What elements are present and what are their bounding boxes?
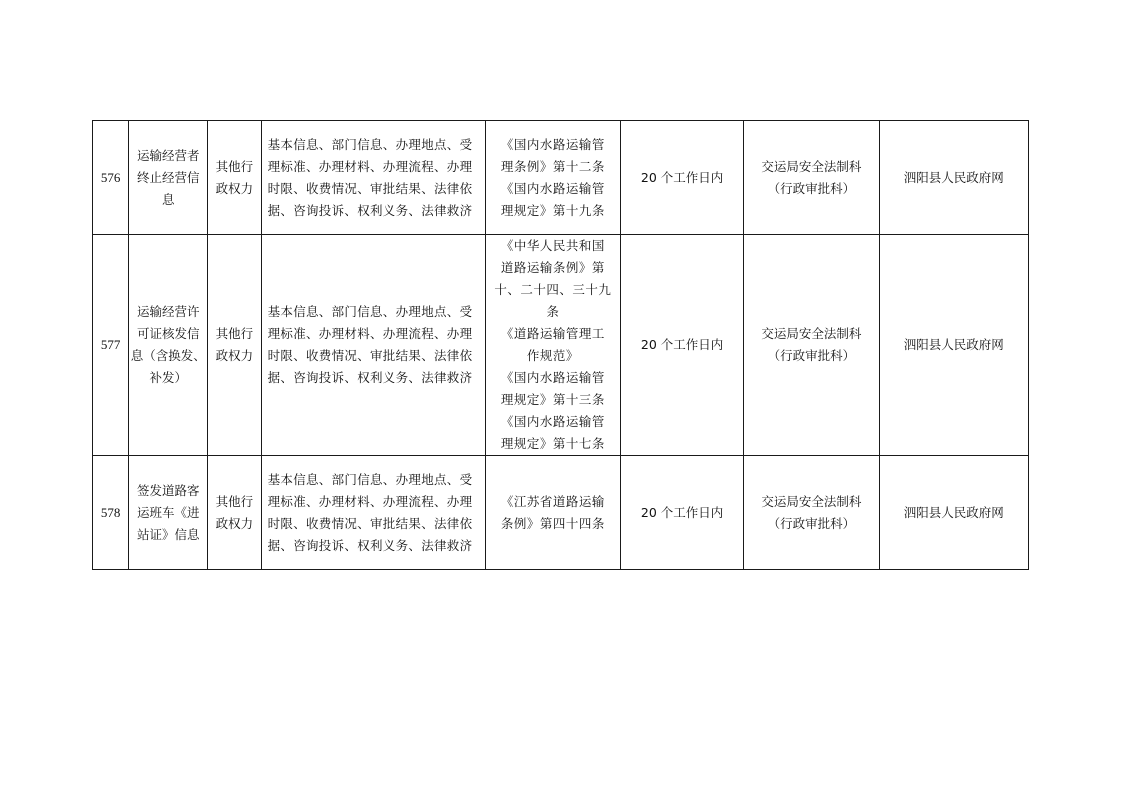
item-name-cell <box>129 456 208 570</box>
cell-line: 基本信息、部门信息、办理地点、受 <box>267 471 473 487</box>
cell-line: 据、咨询投诉、权利义务、法律救济 <box>267 202 473 218</box>
time-limit-cell <box>621 456 744 570</box>
cell-text <box>621 334 743 356</box>
legal-basis-cell <box>485 235 620 456</box>
cell-line: 签发道路客 <box>136 482 200 498</box>
cell-text <box>486 491 620 535</box>
cell-text <box>129 145 207 211</box>
cell-line: 补发） <box>149 370 187 385</box>
cell-line: 时限、收费情况、审批结果、法律依 <box>267 180 473 196</box>
cell-line: 条例》第四十四条 <box>500 515 605 531</box>
cell-text <box>621 167 743 189</box>
cell-line: 时限、收费情况、审批结果、法律依 <box>267 515 473 531</box>
cell-text <box>744 323 878 367</box>
cell-line: 《国内水路运输管 <box>500 136 605 152</box>
disclosure-content-cell <box>261 121 485 235</box>
cell-text <box>208 156 261 200</box>
cell-text <box>880 502 1029 524</box>
table-body <box>93 121 1029 570</box>
time-limit-cell <box>621 121 744 235</box>
table-row <box>93 456 1029 570</box>
cell-line: 道路运输条例》第 <box>500 260 605 275</box>
cell-line: 交运局安全法制科 <box>761 493 862 509</box>
department-cell <box>744 456 879 570</box>
cell-text <box>129 301 207 389</box>
cell-text <box>262 469 485 557</box>
cell-line: （行政审批科） <box>767 515 856 531</box>
cell-line: 作规范》 <box>526 348 579 363</box>
item-number: 577 <box>100 337 121 352</box>
cell-line: 《江苏省道路运输 <box>500 493 605 509</box>
table-row <box>93 121 1029 235</box>
department-cell <box>744 235 879 456</box>
cell-line: 其他行 <box>215 326 254 341</box>
cell-line: 政权力 <box>215 180 254 196</box>
cell-text <box>262 301 485 389</box>
cell-line: 其他行 <box>215 493 254 509</box>
cell-line: 时限、收费情况、审批结果、法律依 <box>267 348 473 363</box>
cell-text <box>621 502 743 524</box>
cell-line: 20 个工作日内 <box>640 504 724 520</box>
cell-line: 理条例》第十二条 <box>500 158 605 174</box>
cell-line: 交运局安全法制科 <box>761 158 862 174</box>
cell-line: 基本信息、部门信息、办理地点、受 <box>267 304 473 319</box>
item-name-cell <box>129 235 208 456</box>
cell-line: 理标准、办理材料、办理流程、办理 <box>267 493 473 509</box>
item-number: 576 <box>100 169 121 185</box>
legal-basis-cell <box>485 456 620 570</box>
cell-line: 条 <box>546 304 560 319</box>
cell-line: 理规定》第十九条 <box>500 202 605 218</box>
cell-line: 终止经营信 <box>136 169 200 185</box>
cell-line: 十、二十四、三十九 <box>494 282 612 297</box>
channel-cell <box>879 456 1029 570</box>
cell-line: 20 个工作日内 <box>640 169 724 185</box>
disclosure-content-cell <box>261 235 485 456</box>
cell-line: 理标准、办理材料、办理流程、办理 <box>267 158 473 174</box>
cell-line: 《国内水路运输管 <box>500 180 605 196</box>
cell-line: 据、咨询投诉、权利义务、法律救济 <box>267 370 473 385</box>
cell-line: 运输经营许 <box>136 304 200 319</box>
cell-line: （行政审批科） <box>767 348 856 363</box>
cell-line: 《国内水路运输管 <box>500 370 605 385</box>
item-table <box>92 120 1029 570</box>
channel-cell <box>879 121 1029 235</box>
cell-line: 20 个工作日内 <box>640 337 724 352</box>
cell-line: 《道路运输管理工 <box>500 326 605 341</box>
disclosure-content-cell <box>261 456 485 570</box>
channel-cell <box>879 235 1029 456</box>
cell-line: 交运局安全法制科 <box>761 326 862 341</box>
cell-text <box>262 134 485 222</box>
cell-line: 息（含换发、 <box>130 348 206 363</box>
cell-line: 据、咨询投诉、权利义务、法律救济 <box>267 537 473 553</box>
cell-line: 政权力 <box>215 348 254 363</box>
cell-line: 运输经营者 <box>136 147 200 163</box>
cell-line: 理规定》第十七条 <box>500 436 605 451</box>
cell-text <box>880 334 1029 356</box>
cell-line: 息 <box>161 191 175 207</box>
item-name-cell <box>129 121 208 235</box>
cell-line: 泗阳县人民政府网 <box>903 337 1004 352</box>
cell-text <box>486 235 620 455</box>
table-row <box>93 235 1029 456</box>
time-limit-cell <box>621 235 744 456</box>
cell-text <box>486 134 620 222</box>
power-type-cell <box>208 121 262 235</box>
cell-text <box>744 156 878 200</box>
cell-text <box>208 323 261 367</box>
cell-text <box>208 491 261 535</box>
cell-line: 站证》信息 <box>136 526 200 542</box>
item-number-cell <box>93 235 129 456</box>
cell-line: 泗阳县人民政府网 <box>903 504 1004 520</box>
cell-line: 泗阳县人民政府网 <box>903 169 1004 185</box>
cell-line: 其他行 <box>215 158 254 174</box>
item-number: 578 <box>100 504 121 520</box>
cell-text <box>744 491 878 535</box>
cell-line: 理标准、办理材料、办理流程、办理 <box>267 326 473 341</box>
cell-line: 《国内水路运输管 <box>500 414 605 429</box>
power-type-cell <box>208 235 262 456</box>
legal-basis-cell <box>485 121 620 235</box>
cell-line: 政权力 <box>215 515 254 531</box>
cell-line: 运班车《进 <box>136 504 200 520</box>
cell-line: （行政审批科） <box>767 180 856 196</box>
cell-line: 理规定》第十三条 <box>500 392 605 407</box>
cell-line: 《中华人民共和国 <box>500 238 605 253</box>
cell-line: 可证核发信 <box>136 326 200 341</box>
department-cell <box>744 121 879 235</box>
item-number-cell <box>93 121 129 235</box>
cell-text <box>880 167 1029 189</box>
item-number-cell <box>93 456 129 570</box>
cell-line: 基本信息、部门信息、办理地点、受 <box>267 136 473 152</box>
cell-text <box>129 480 207 546</box>
power-type-cell <box>208 456 262 570</box>
